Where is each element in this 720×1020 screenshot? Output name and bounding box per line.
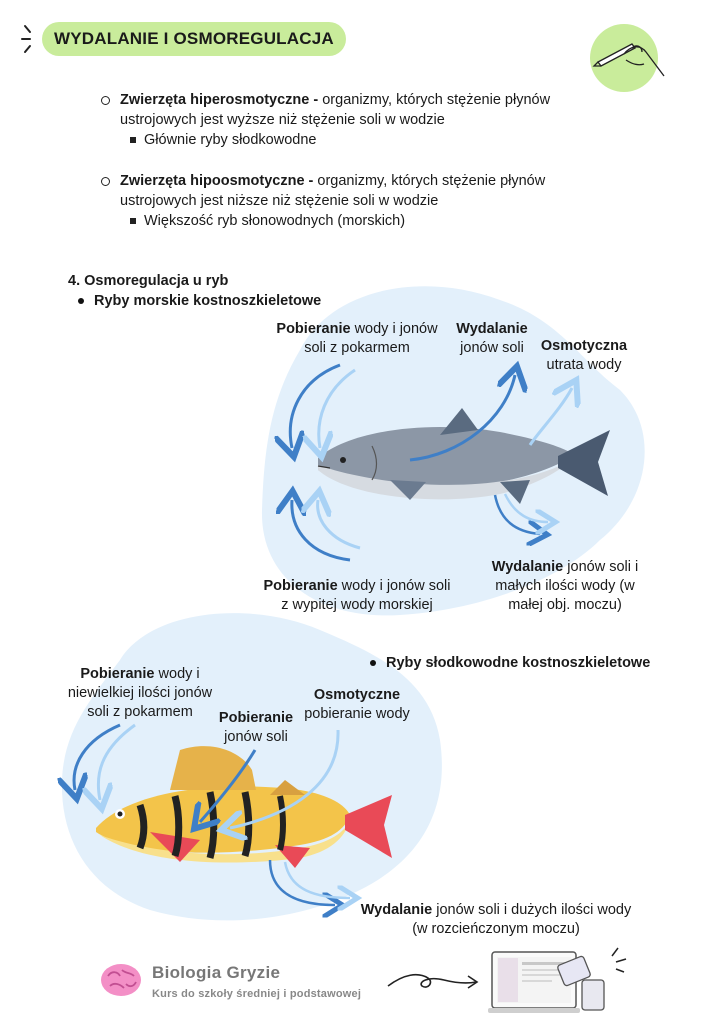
- brand-name: Biologia Gryzie: [152, 963, 281, 982]
- marine-food-label: Pobieranie wody i jonów soli z pokarmem: [276, 321, 438, 356]
- hypo-example-text: Większość ryb słonowodnych (morskich): [144, 213, 406, 229]
- hypo-example: [100, 211, 620, 231]
- marine-urine-label: Wydalanie jonów soli i małych ilości wody (w małej obj. moczu): [491, 559, 639, 613]
- sparkle-icon: [20, 22, 42, 56]
- fresh-urine-label: Wydalanie jonów soli i dużych ilości wody (w rozcieńczonym moczu): [360, 902, 632, 937]
- hypo-desc: organizmy, których stężenie płynów ustrojowych jest niższe niż stężenie soli w wodzie: [120, 173, 546, 209]
- freshwater-fish-heading: [370, 655, 650, 671]
- fresh-ions-label: Pobieranie jonów soli: [218, 710, 294, 745]
- marine-excretion-label: Wydalanie jonów soli: [456, 321, 528, 356]
- square-bullet-icon: [130, 218, 136, 224]
- circle-bullet-icon: [101, 96, 110, 105]
- hyper-desc: organizmy, których stężenie płynów ustrojowych jest wyższe niż stężenie soli w wodzie: [120, 92, 551, 128]
- freshwater-diagram: [0, 600, 720, 950]
- square-bullet-icon: [130, 137, 136, 143]
- marine-fish-heading-text: Ryby morskie kostnoszkieletowe: [94, 293, 322, 309]
- hypo-term: Zwierzęta hipoosmotyczne -: [120, 173, 314, 189]
- definitions-list: [100, 90, 620, 231]
- devices-illustration-icon: [488, 944, 648, 1016]
- hyper-example: [100, 130, 620, 150]
- writing-hand-icon: [588, 24, 668, 96]
- fresh-food-label: Pobieranie wody i niewielkiej ilości jonów soli z pokarmem: [67, 666, 213, 720]
- fresh-osmotic-label: Osmotyczne pobieranie wody: [304, 687, 410, 722]
- freshwater-fish-heading-text: Ryby słodkowodne kostnoszkieletowe: [386, 655, 651, 671]
- arrow-doodle-icon: [384, 968, 484, 998]
- marine-osmotic-label: Osmotyczna utrata wody: [540, 338, 628, 373]
- circle-bullet-icon: [101, 177, 110, 186]
- hyper-term: Zwierzęta hiperosmotyczne -: [120, 92, 319, 108]
- hyper-definition: [100, 90, 620, 130]
- marine-drinking-label: Pobieranie wody i jonów soli z wypitej wody morskiej: [263, 578, 451, 613]
- hyper-example-text: Głównie ryby słodkowodne: [144, 132, 317, 148]
- section-heading: 4. Osmoregulacja u ryb: [68, 273, 229, 289]
- page-title: WYDALANIE I OSMOREGULACJA: [42, 22, 346, 56]
- hypo-definition: [100, 171, 620, 211]
- brain-logo-icon: [98, 960, 144, 1000]
- bullet-icon: [370, 660, 376, 666]
- brand-subtitle: Kurs do szkoły średniej i podstawowej: [152, 988, 362, 1000]
